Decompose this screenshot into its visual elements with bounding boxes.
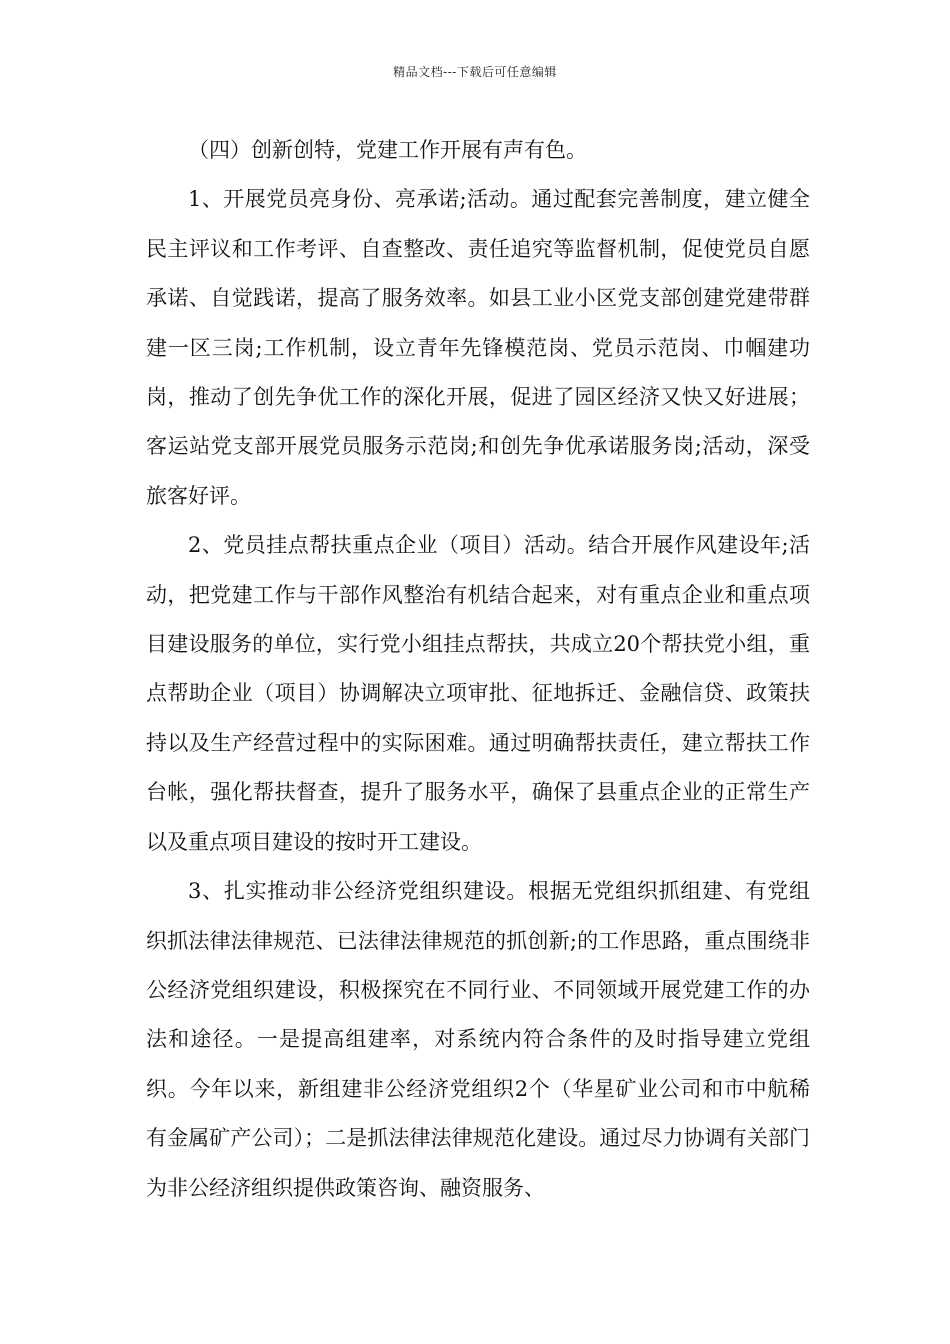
paragraph-2: 2、党员挂点帮扶重点企业（项目）活动。结合开展作风建设年;活动，把党建工作与干部作风整治有机结合起来，对有重点企业和重点项目建设服务的单位，实行党小组挂点帮扶，共成立20个帮扶党小组，重点帮助企业（项目）协调解决立项审批、征地拆迁、金融信贷、政策扶持以及生产经营过程中的实际困难。通过明确帮扶责任，建立帮扶工作台帐，强化帮扶督查，提升了服务水平，确保了县重点企业的正常生产以及重点项目建设的按时开工建设。 <box>146 533 810 854</box>
section-heading: （四）创新创特，党建工作开展有声有色。 <box>188 138 587 162</box>
paragraph-1: 1、开展党员亮身份、亮承诺;活动。通过配套完善制度，建立健全民主评议和工作考评、自查整改、责任追究等监督机制，促使党员自愿承诺、自觉践诺，提高了服务效率。如县工业小区党支部创建党建带群建一区三岗;工作机制，设立青年先锋模范岗、党员示范岗、巾帼建功岗，推动了创先争优工作的深化开展，促进了园区经济又快又好进展；客运站党支部开展党员服务示范岗;和创先争优承诺服务岗;活动，深受旅客好评。 <box>146 187 810 508</box>
paragraph-3: 3、扎实推动非公经济党组织建设。根据无党组织抓组建、有党组织抓法律法律规范、已法律法律规范的抓创新;的工作思路，重点围绕非公经济党组织建设，积极探究在不同行业、不同领域开展党建工作的办法和途径。一是提高组建率，对系统内符合条件的及时指导建立党组织。今年以来，新组建非公经济党组织2个（华星矿业公司和市中航稀有金属矿产公司）；二是抓法律法律规范化建设。通过尽力协调有关部门为非公经济组织提供政策咨询、融资服务、 <box>146 879 810 1200</box>
document-body <box>146 126 810 1213</box>
page-header: 精品文档---下载后可任意编辑 <box>393 65 557 79</box>
